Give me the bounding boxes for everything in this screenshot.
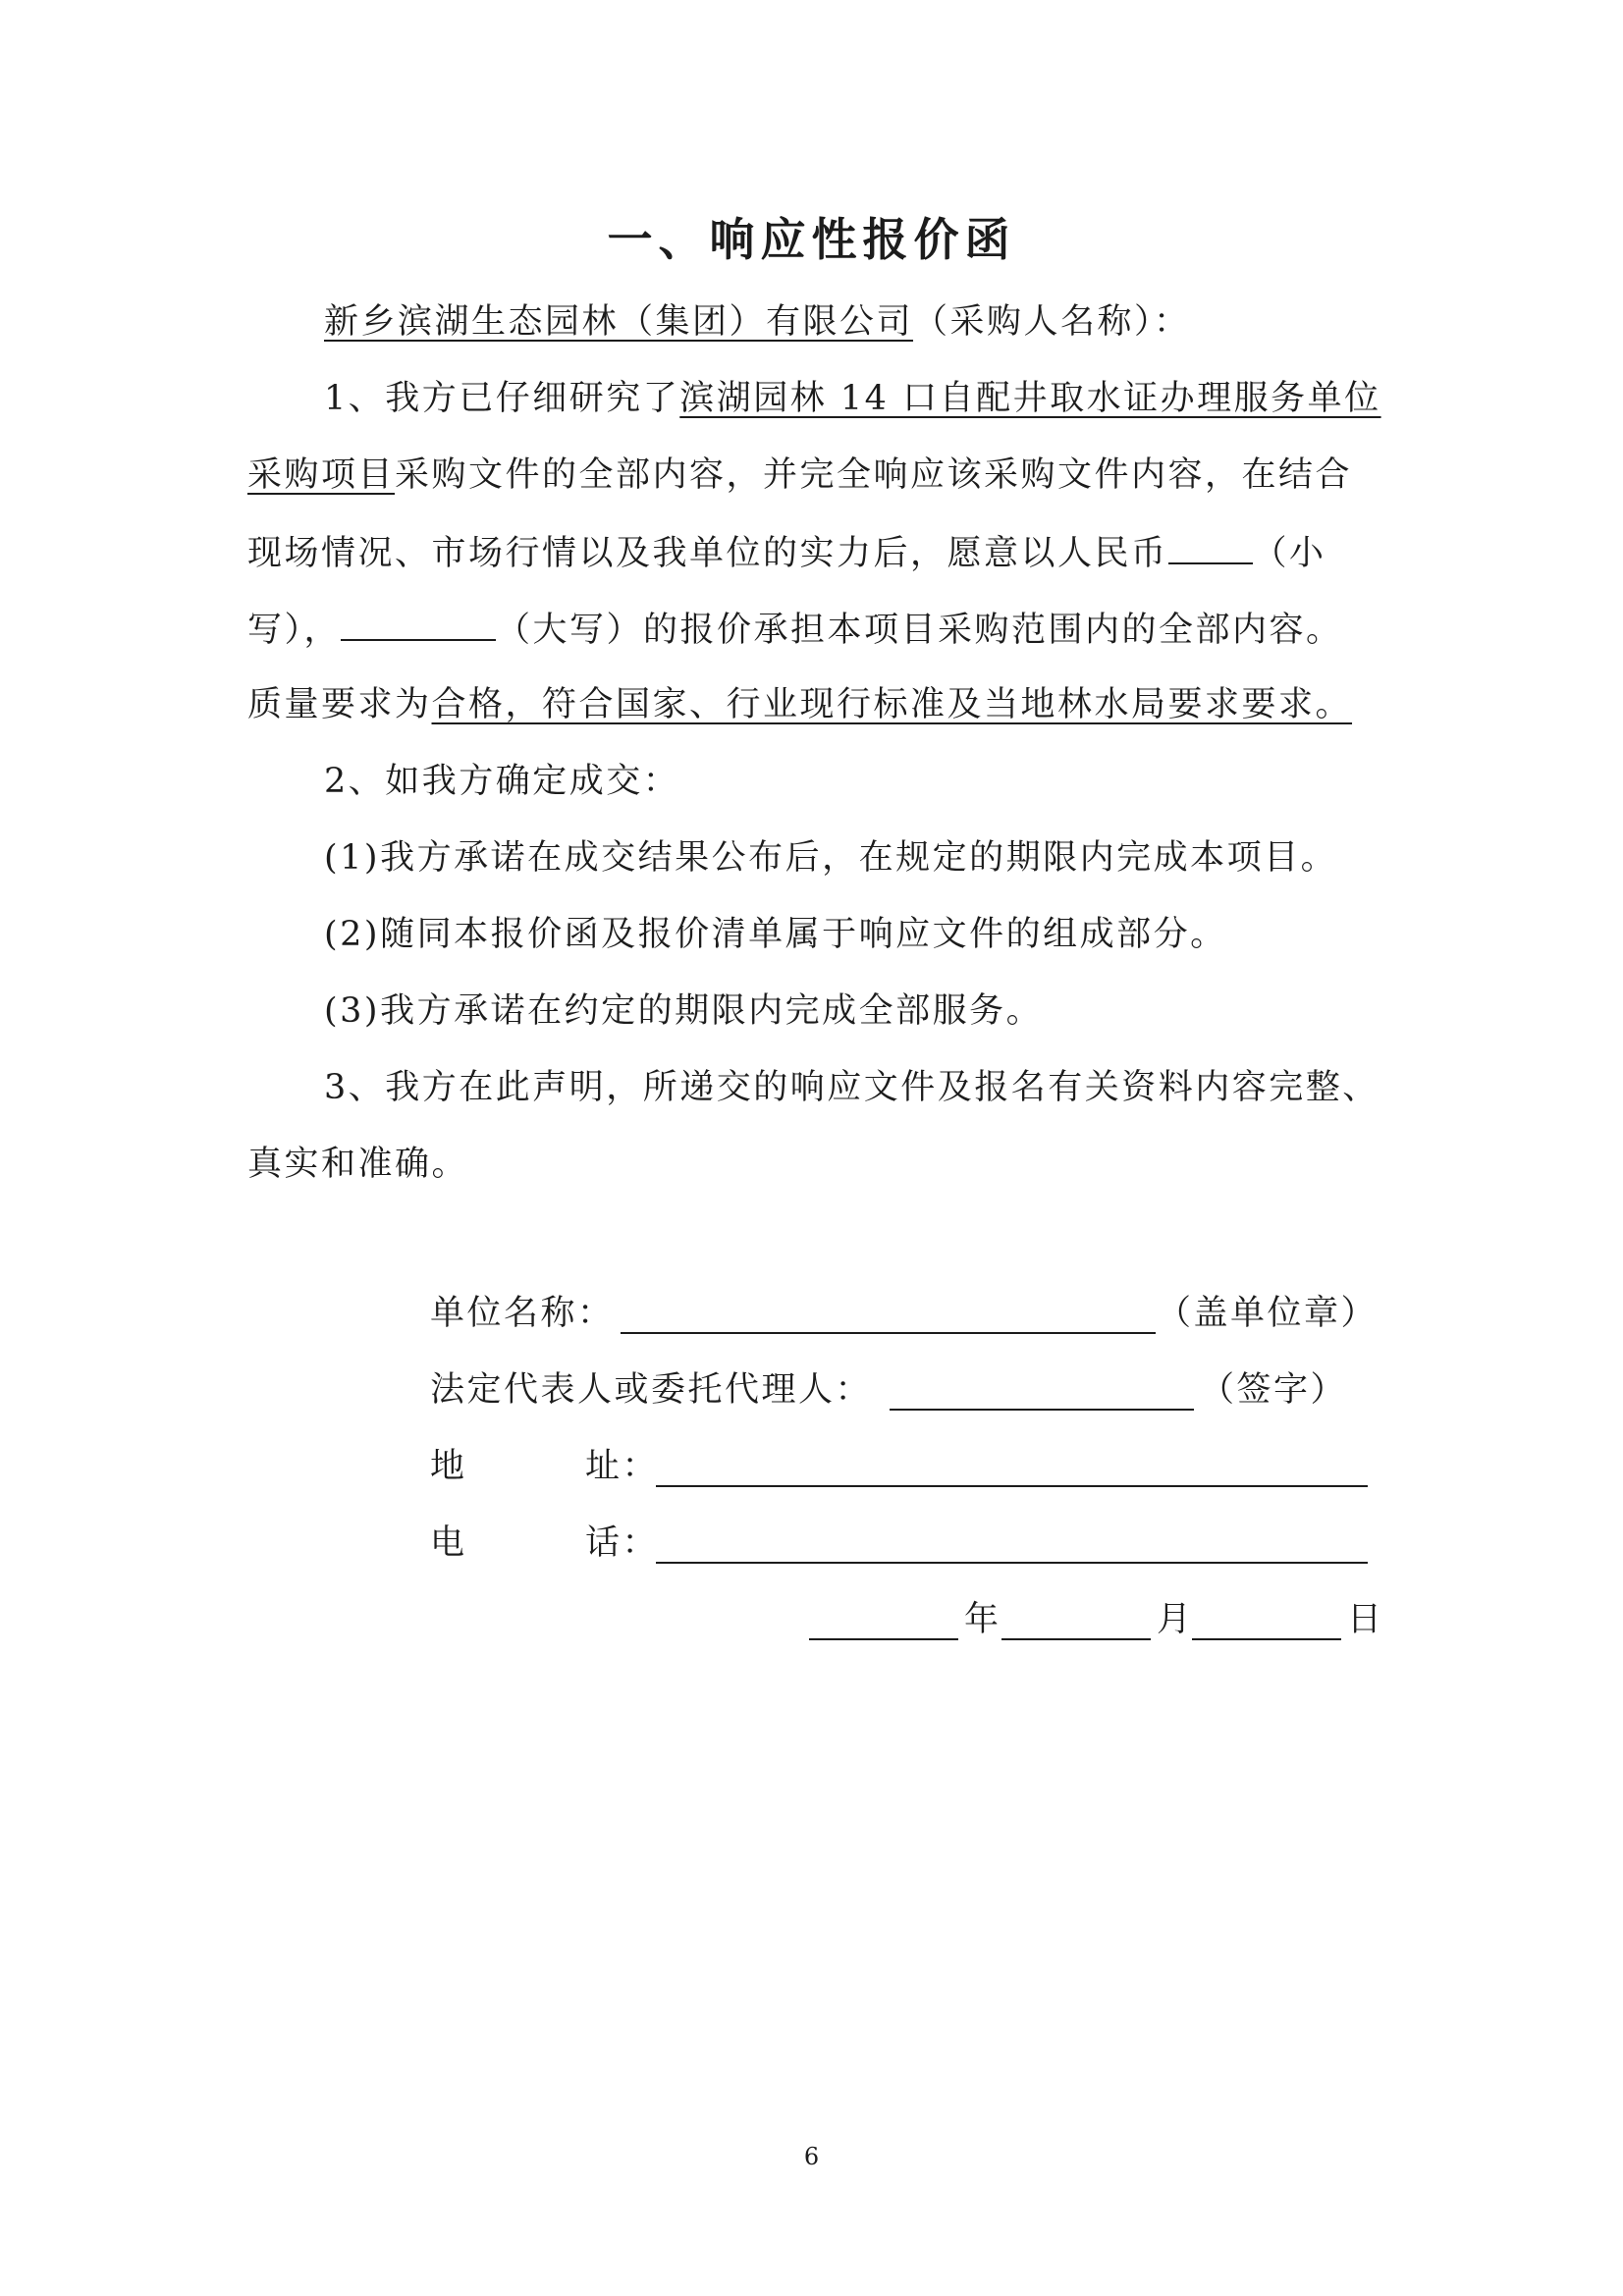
phone-label-char1: 电 (430, 1523, 467, 1563)
unit-name-label: 单位名称： (430, 1294, 615, 1333)
day-field[interactable] (1192, 1638, 1341, 1640)
item1-text2: 采购文件的全部内容，并完全响应该采购文件内容，在结合 (395, 455, 1353, 495)
item1-line5 (247, 680, 1352, 729)
quality-requirement: 合格，符合国家、行业现行标准及当地林水局要求要求。 (431, 685, 1353, 724)
year-field[interactable] (809, 1638, 958, 1640)
month-label: 月 (1157, 1600, 1194, 1639)
unit-seal-note: （盖单位章） (1157, 1294, 1379, 1333)
item1-prefix: 1、我方已仔细研究了 (324, 379, 680, 418)
project-name-part1: 滨湖园林 14 口自配井取水证办理服务单位 (679, 379, 1381, 418)
item1-text4a: 写）， (247, 611, 342, 650)
page-number: 6 (803, 2143, 820, 2170)
amount-uppercase-blank[interactable] (341, 604, 496, 641)
item2-sub1: (1)我方承诺在成交结果公布后，在规定的期限内完成本项目。 (324, 838, 1338, 878)
addressee-line (324, 297, 1191, 347)
phone-label-char2: 话： (585, 1523, 660, 1563)
address-label-char1: 地 (430, 1447, 467, 1486)
purchaser-suffix: （采购人名称）： (913, 302, 1191, 342)
phone-field[interactable] (656, 1562, 1368, 1564)
item1-line2 (247, 451, 1352, 500)
representative-field[interactable] (890, 1409, 1194, 1411)
item1-line1 (324, 374, 1381, 423)
address-field[interactable] (656, 1485, 1368, 1487)
purchaser-name: 新乡滨湖生态园林（集团）有限公司 (324, 302, 914, 342)
item2-heading: 2、如我方确定成交： (324, 762, 680, 801)
amount-lowercase-blank[interactable] (1168, 527, 1253, 564)
unit-name-field[interactable] (621, 1332, 1156, 1334)
representative-label: 法定代表人或委托代理人： (430, 1370, 873, 1410)
year-label: 年 (964, 1600, 1001, 1639)
signature-note: （签字） (1200, 1370, 1348, 1410)
page-title: 一、响应性报价函 (607, 213, 1016, 266)
day-label: 日 (1347, 1600, 1384, 1639)
item2-sub3: (3)我方承诺在约定的期限内完成全部服务。 (324, 991, 1044, 1031)
item1-text3b: （小 (1252, 534, 1326, 573)
month-field[interactable] (1001, 1638, 1151, 1640)
item3-line1: 3、我方在此声明，所递交的响应文件及报名有关资料内容完整、 (324, 1068, 1380, 1107)
item1-line3 (247, 527, 1326, 578)
item1-text4b: （大写）的报价承担本项目采购范围内的全部内容。 (496, 611, 1343, 650)
item1-text5a: 质量要求为 (247, 685, 432, 724)
item2-sub2: (2)随同本报价函及报价清单属于响应文件的组成部分。 (324, 915, 1227, 954)
item1-line4 (247, 604, 1343, 655)
item1-text3a: 现场情况、市场行情以及我单位的实力后，愿意以人民币 (247, 534, 1168, 573)
project-name-part2: 采购项目 (247, 455, 396, 495)
item3-line2: 真实和准确。 (247, 1145, 469, 1184)
address-label-char2: 址： (585, 1447, 660, 1486)
